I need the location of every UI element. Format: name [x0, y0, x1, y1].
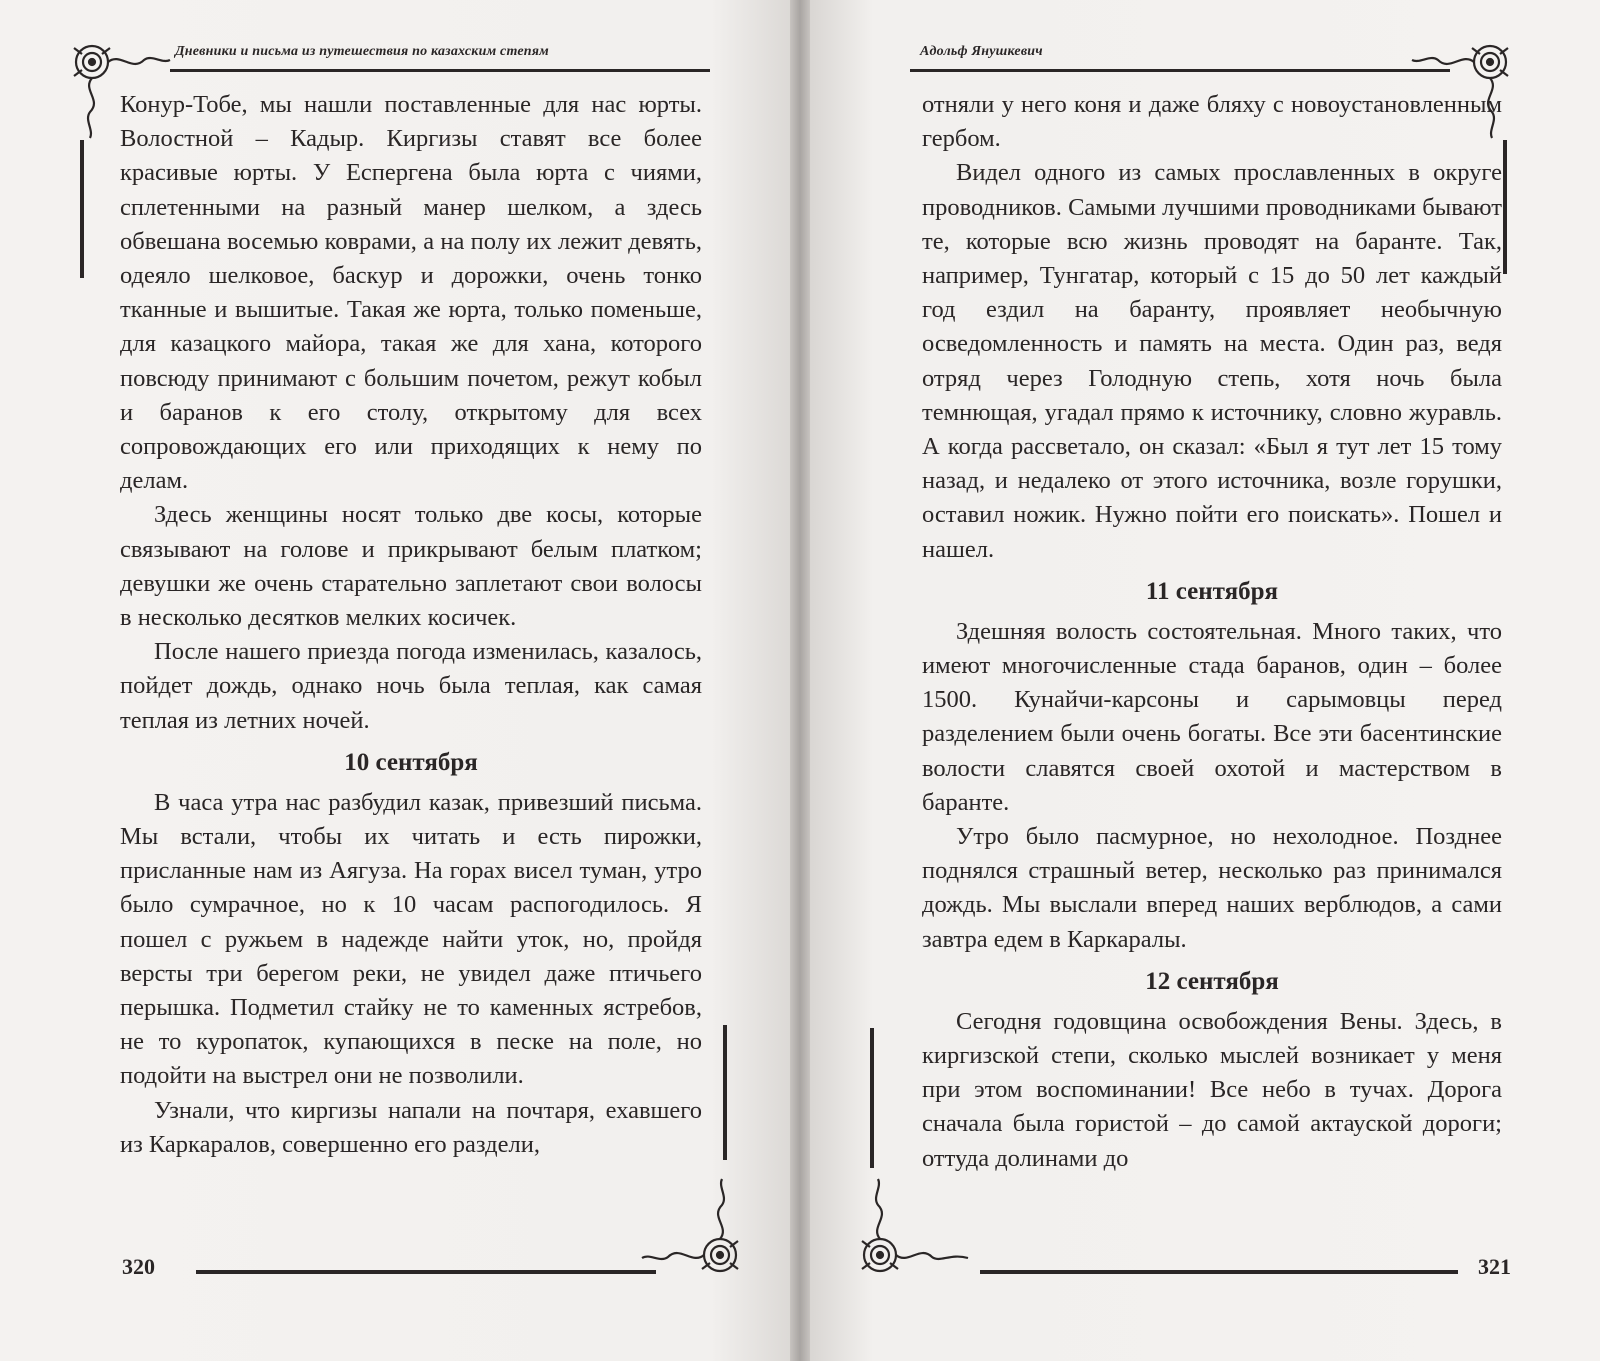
- corner-ornament-bottom-right: [640, 1170, 750, 1285]
- paragraph: После нашего приезда погода изменилась, казалось, пойдет дождь, однако ночь была теплая, как самая теплая из летних ночей.: [120, 638, 702, 734]
- margin-bar-right-top: [1503, 140, 1507, 274]
- right-body-text: [922, 88, 1502, 1176]
- date-heading: 11 сентября: [1145, 577, 1279, 605]
- paragraph: Видел одного из самых прославленных в округе проводников. Самыми лучшими проводниками бывают те, которые всю жизнь проводят на баранте. Так, например, Тунгатар, который с 15 до 50 лет каждый год ездил на баранту, проявляет необычную осведомленность и память на места. Один раз, ведя отряд через Голодную степь, хотя ночь была темнющая, угадал прямо к источнику, словно журавль. А когда рассветало, он сказал: «Был я тут лет 15 тому назад, и недалеко от этого источника, возле горушки, оставил ножик. Нужно пойти его поискать». Пошел и нашел.: [922, 159, 1502, 563]
- paragraph: Здешняя волость состоятельная. Много таких, что имеют многочисленные стада баранов, один – более 1500. Кунайчи-карсоны и сарымовцы перед разделением были очень богаты. Все эти басентинские волости славятся своей охотой и мастерством в баранте.: [922, 617, 1502, 816]
- date-heading: 12 сентября: [1145, 967, 1279, 995]
- margin-bar-right-bottom: [870, 1028, 874, 1168]
- margin-bar-left-top: [80, 140, 84, 278]
- footer-rule-right: [980, 1270, 1458, 1274]
- paragraph: Сегодня годовщина освобождения Вены. Здесь, в киргизской степи, сколько мыслей возникает у меня при этом воспоминании! Все небо в тучах. Дорога сначала была гористой – до самой актауской дороги; оттуда долинами до: [922, 1007, 1502, 1172]
- right-page: [810, 0, 1600, 1361]
- paragraph: отняли у него коня и даже бляху с новоустановленным гербом.: [922, 91, 1502, 153]
- paragraph: В часа утра нас разбудил казак, привезший письма. Мы встали, чтобы их читать и есть пирожки, присланные нам из Аягуза. На горах висел туман, утро было сумрачное, но к 10 часам распогодилось. Я пошел с ружьем в надежде найти уток, но, пройдя версты три берегом реки, не увидел даже птичьего перышка. Подметил стайку не то каменных ястребов, не то куропаток, купающихся в песке на поле, но подойти на выстрел они не позволили.: [120, 788, 702, 1090]
- page-number-right: 321: [1478, 1254, 1511, 1279]
- running-head-left: Дневники и письма из путешествия по казахским степям: [175, 44, 549, 59]
- left-body-text: [120, 88, 702, 1162]
- date-heading: 10 сентября: [344, 748, 478, 776]
- footer-rule-left: [196, 1270, 656, 1274]
- paragraph: Конур-Тобе, мы нашли поставленные для нас юрты. Волостной – Кадыр. Киргизы ставят все более красивые юрты. У Еспергена была юрта с чиями, сплетенными на разный манер шелком, а здесь обвешана восемью коврами, а на полу их лежит девять, одеяло шелковое, баскур и дорожки, очень тонко тканные и вышитые. Такая же юрта, только поменьше, для казацкого майора, такая же для хана, которого повсюду принимают с большим почетом, режут кобыл и баранов к его столу, открытому для всех сопровождающих его или приходящих к нему по делам.: [120, 91, 702, 495]
- header-rule-right: [910, 69, 1450, 72]
- book-gutter: [790, 0, 810, 1361]
- corner-ornament-bottom-left: [850, 1170, 970, 1285]
- header-rule-left: [170, 69, 710, 72]
- page-number-left: 320: [122, 1254, 155, 1279]
- left-page: [0, 0, 790, 1361]
- running-head-right: Адольф Янушкевич: [920, 44, 1043, 59]
- paragraph: Узнали, что киргизы напали на почтаря, ехавшего из Каркаралов, совершенно его раздели,: [120, 1096, 702, 1158]
- paragraph: Утро было пасмурное, но нехолодное. Позднее поднялся страшный ветер, несколько раз принимался дождь. Мы выслали вперед наших верблюдов, а сами завтра едем в Каркаралы.: [922, 823, 1502, 953]
- margin-bar-left-bottom: [723, 1025, 727, 1160]
- paragraph: Здесь женщины носят только две косы, которые связывают на голове и прикрывают белым платком; девушки же очень старательно заплетают свои волосы в несколько десятков мелких косичек.: [120, 501, 702, 632]
